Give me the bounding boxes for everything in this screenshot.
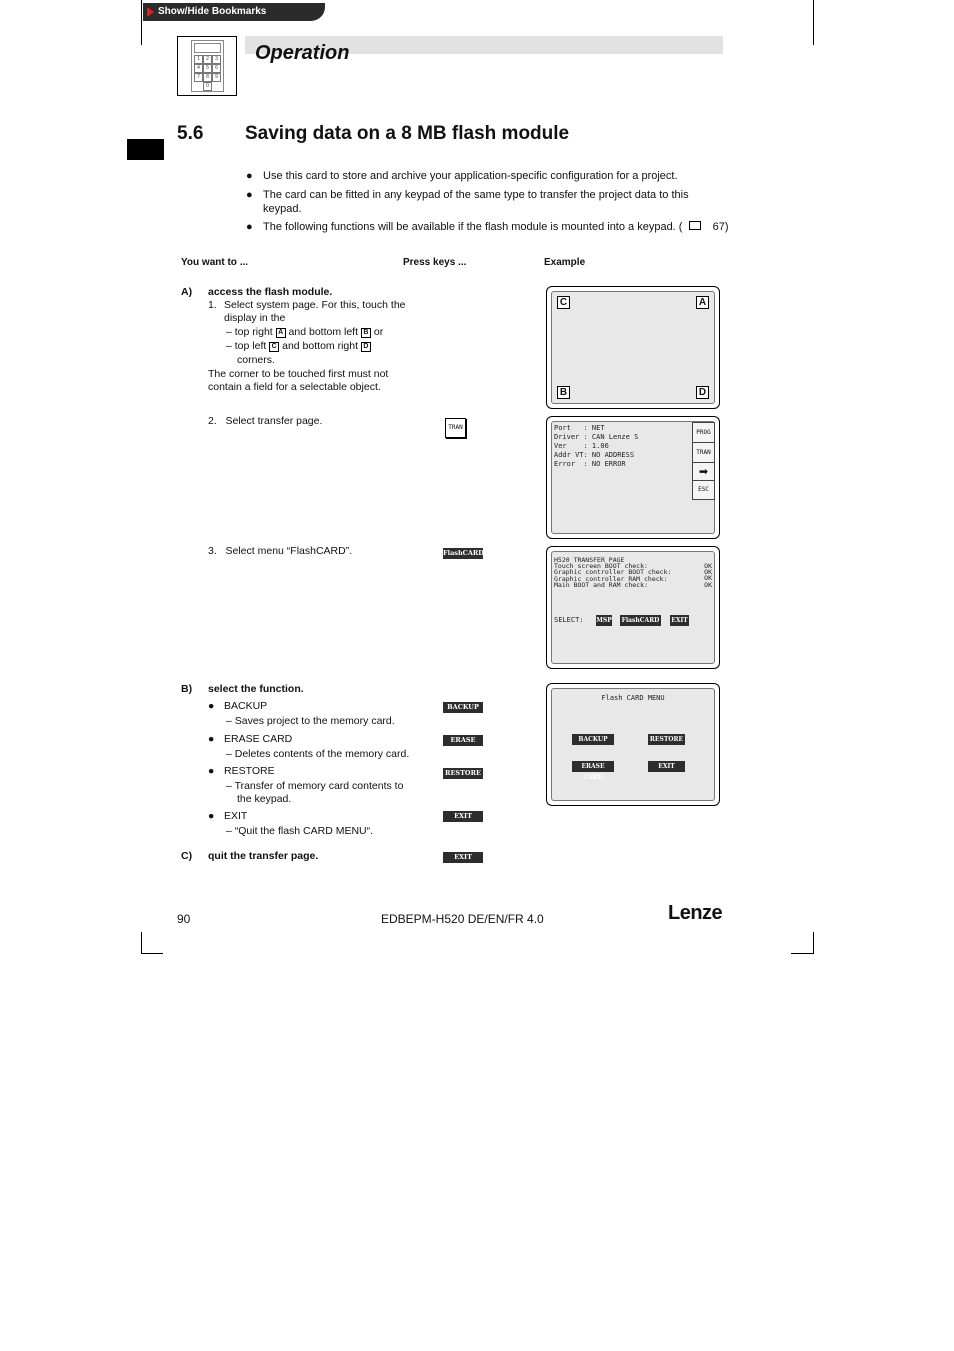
bullet-dot: ●	[208, 810, 215, 822]
example-screen-info	[546, 416, 720, 539]
flashcard-button[interactable]: FlashCARD	[621, 617, 660, 624]
function-desc: – Transfer of memory card contents to	[226, 780, 404, 792]
step-note: The corner to be touched first must not	[208, 368, 389, 380]
exit-button[interactable]: EXIT	[671, 617, 688, 624]
example-screen-system	[546, 286, 720, 409]
column-heading-press: Press keys ...	[403, 257, 467, 268]
keypad-key: 9	[212, 73, 221, 82]
exit-key[interactable]: EXIT	[443, 852, 483, 863]
screen-info-text: Port : NET Driver : CAN Lenze S Ver : 1.06 Addr VT: NO ADDRESS Error : NO ERROR	[554, 424, 639, 468]
backup-button[interactable]: BACKUP	[572, 734, 614, 745]
column-heading-example: Example	[544, 257, 586, 268]
book-icon	[689, 221, 701, 230]
column-heading-want: You want to ...	[181, 257, 249, 268]
crop-mark	[813, 0, 814, 45]
crop-mark	[141, 953, 163, 954]
bookmark-tab-label: Show/Hide Bookmarks	[158, 6, 267, 17]
function-name: RESTORE	[224, 765, 275, 777]
keypad-key: 3	[212, 55, 221, 64]
keypad-key: 2	[203, 55, 212, 64]
keypad-key: 0	[203, 82, 212, 91]
keypad-key: 7	[194, 73, 203, 82]
step-text: display in the	[224, 312, 286, 324]
transfer-checks: H520 TRANSFER PAGE Touch screen BOOT check: Graphic controller BOOT check: Graphic controller RAM check: Main BOOT and RAM check:	[554, 556, 672, 589]
step-text: 3. Select menu “FlashCARD”.	[208, 545, 353, 557]
step-letter: B)	[181, 683, 193, 695]
lenze-logo: Lenze	[668, 902, 723, 924]
step-option: – top right A and bottom left B or	[226, 326, 384, 338]
bullet-dot: ●	[208, 700, 215, 712]
prog-button[interactable]: PROG	[692, 422, 715, 444]
step-text: 2. Select transfer page.	[208, 415, 323, 427]
exit-key[interactable]: EXIT	[443, 811, 483, 822]
keypad-key: 4	[194, 64, 203, 73]
step-letter: A)	[181, 286, 193, 298]
erase-card-button[interactable]: ERASE CARD	[572, 761, 614, 772]
function-desc: – Saves project to the memory card.	[226, 715, 395, 727]
bullet-item: ● The card can be fitted in any keypad of the same type to transfer the project data to this	[246, 189, 689, 201]
function-name: ERASE CARD	[224, 733, 293, 745]
function-name: EXIT	[224, 810, 248, 822]
crop-mark	[813, 932, 814, 954]
tran-button[interactable]: TRAN	[692, 442, 715, 464]
bullet-item: ● Use this card to store and archive your application-specific configuration for a project.	[246, 170, 678, 182]
keypad-key: 8	[203, 73, 212, 82]
select-label: SELECT:	[554, 616, 584, 624]
corner-a[interactable]: A	[696, 296, 709, 309]
restore-key[interactable]: RESTORE	[443, 768, 483, 779]
msp-button[interactable]: MSP	[596, 617, 612, 624]
function-desc: – “Quit the flash CARD MENU“.	[226, 825, 374, 837]
corner-c[interactable]: C	[557, 296, 570, 309]
bullet-item: ● The following functions will be available if the flash module is mounted into a keypad. ( 67)	[246, 221, 729, 233]
chapter-marker	[127, 139, 164, 160]
transfer-status: OK OK OK OK	[704, 562, 712, 589]
backup-key[interactable]: BACKUP	[443, 702, 483, 713]
corner-b[interactable]: B	[557, 386, 570, 399]
step-title: select the function.	[208, 683, 304, 695]
flashcard-key[interactable]: FlashCARD	[443, 549, 484, 557]
keypad-icon	[177, 36, 237, 96]
bullet-dot: ●	[208, 733, 215, 745]
function-name: BACKUP	[224, 700, 268, 712]
corner-d[interactable]: D	[696, 386, 709, 399]
triangle-right-icon	[147, 7, 154, 17]
document-id: EDBEPM-H520 DE/EN/FR 4.0	[381, 912, 544, 926]
section-number: 5.6	[177, 123, 204, 144]
tran-key[interactable]: TRAN	[445, 418, 466, 438]
erase-card-key[interactable]: ERASE CARD	[443, 735, 483, 746]
step-text: Select system page. For this, touch the	[224, 299, 406, 311]
keypad-key: 5	[203, 64, 212, 73]
function-desc: the keypad.	[237, 793, 292, 805]
example-screen-flash-menu	[546, 683, 720, 806]
page-number: 90	[177, 912, 191, 926]
step-text: corners.	[237, 354, 275, 366]
keypad-key: 1	[194, 55, 203, 64]
crop-mark	[791, 953, 813, 954]
step-title: quit the transfer page.	[208, 850, 319, 862]
esc-button[interactable]: ESC	[692, 480, 715, 500]
flash-menu-title: Flash CARD MENU	[601, 694, 665, 702]
bullet-dot: ●	[208, 765, 215, 777]
crop-mark	[141, 932, 142, 954]
show-hide-bookmarks-button[interactable]	[143, 3, 325, 21]
crop-mark	[141, 0, 142, 45]
section-title: Saving data on a 8 MB flash module	[245, 123, 570, 144]
function-desc: – Deletes contents of the memory card.	[226, 748, 410, 760]
page-title: Operation	[255, 42, 350, 64]
step-number: 1.	[208, 299, 217, 311]
step-title: access the flash module.	[208, 286, 333, 298]
step-letter: C)	[181, 850, 193, 862]
step-note: contain a field for a selectable object.	[208, 381, 381, 393]
keypad-key: 6	[212, 64, 221, 73]
step-option: – top left C and bottom right D	[226, 340, 371, 353]
example-screen-transfer	[546, 546, 720, 669]
arrow-right-icon[interactable]: ➡	[692, 462, 715, 482]
exit-button[interactable]: EXIT	[648, 761, 685, 772]
bullet-continuation: keypad.	[263, 203, 302, 215]
restore-button[interactable]: RESTORE	[649, 736, 684, 743]
